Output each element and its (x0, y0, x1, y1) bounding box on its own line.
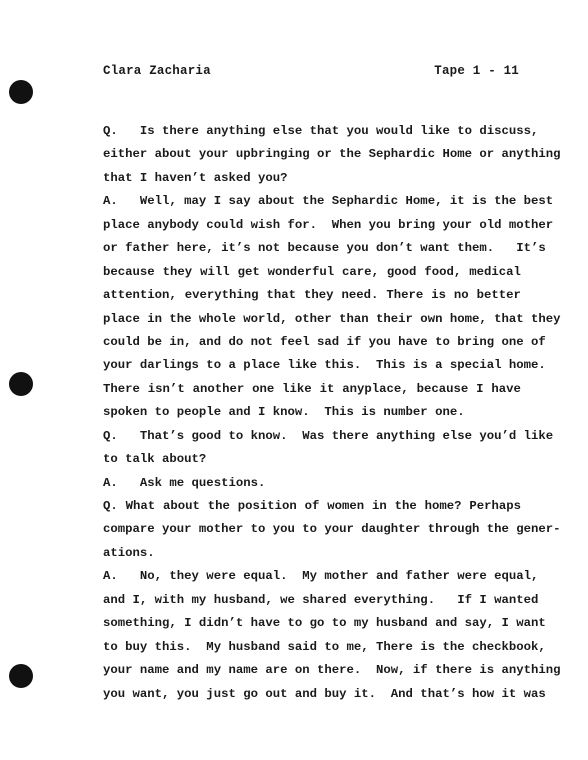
word: everything (184, 288, 259, 303)
interviewee-name: Clara Zacharia (103, 64, 211, 78)
transcript-line: you want, you just go out and buy it. And that’s how it was (103, 686, 546, 701)
transcript-line: to buy this. My husband said to me, There is the checkbook, (103, 639, 546, 654)
word: wonderful (267, 264, 335, 279)
transcript-line (103, 261, 521, 284)
transcript-line: could be in, and do not feel sad if you have to bring one of (103, 334, 546, 349)
word: it (319, 381, 335, 396)
word: women (327, 499, 365, 513)
transcript-line: A. Ask me questions. (103, 475, 266, 490)
word: Perhaps (469, 499, 521, 513)
word: that (266, 288, 297, 303)
transcript-line: either about your upbringing or the Sephardic Home or anything (103, 147, 561, 162)
transcript-line: Q. That’s good to know. Was there anything else you’d like (103, 428, 554, 443)
word: have (491, 381, 521, 396)
word: the (207, 499, 230, 513)
transcript-line: your darlings to a place like this. This is a special home. (103, 358, 546, 373)
word: will (200, 264, 230, 279)
transcript-line: place anybody could wish for. When you bring your old mother (103, 217, 554, 232)
transcript-line: ations. (103, 545, 155, 560)
word: like (282, 381, 312, 396)
transcript-line: to talk about? (103, 452, 207, 467)
transcript-line: that I haven’t asked you? (103, 170, 288, 185)
word: no (453, 288, 469, 303)
transcript-line: your name and my name are on there. Now, if there is anything (103, 663, 561, 678)
page-header (103, 64, 519, 78)
word: position (237, 499, 297, 513)
word: one (252, 381, 275, 396)
word: food, (424, 264, 462, 279)
word: another (192, 381, 245, 396)
word: isn’t (147, 381, 185, 396)
word: because (416, 381, 469, 396)
word: need. (341, 288, 379, 303)
tape-page-number: Tape 1 - 11 (434, 64, 519, 78)
word: I (476, 381, 484, 396)
word: about (162, 499, 200, 513)
transcript-line (103, 284, 521, 307)
word: get (237, 264, 260, 279)
transcript-line: A. Well, may I say about the Sephardic Home, it is the best (103, 194, 554, 209)
transcript-line: something, I didn’t have to go to my husband and say, I want (103, 616, 546, 631)
transcript-line: Q. Is there anything else that you would like to discuss, (103, 124, 539, 138)
word: There (386, 288, 424, 303)
word: they (162, 264, 193, 279)
word: care, (342, 264, 379, 279)
word: good (386, 264, 417, 279)
binder-hole-bottom (9, 664, 33, 688)
transcript-line: and I, with my husband, we shared everything. If I wanted (103, 592, 539, 607)
transcript-line: A. No, they were equal. My mother and father were equal, (103, 569, 539, 584)
binder-hole-top (9, 80, 33, 104)
word: home? (424, 499, 462, 513)
word: in (371, 499, 387, 513)
word: because (103, 264, 155, 279)
word: they (303, 288, 334, 303)
word: better (476, 288, 521, 303)
word: of (304, 499, 320, 513)
transcript-line: place in the whole world, other than their own home, that they (103, 311, 561, 326)
transcript-line: or father here, it’s not because you don’t want them. It’s (103, 241, 546, 256)
word: medical (469, 264, 521, 279)
word: is (431, 288, 446, 303)
binder-hole-middle (9, 372, 33, 396)
word: attention, (103, 288, 177, 303)
transcript-body (103, 120, 561, 706)
transcript-line: spoken to people and I know. This is number one. (103, 405, 465, 420)
transcript-line (103, 378, 521, 401)
word: What (125, 499, 156, 513)
word: the (394, 499, 417, 513)
word: anyplace, (342, 381, 409, 396)
transcript-line: compare your mother to you to your daughter through the gener- (103, 522, 561, 537)
transcript-line (103, 495, 521, 518)
word: Q. (103, 499, 118, 513)
word: There (103, 381, 140, 396)
